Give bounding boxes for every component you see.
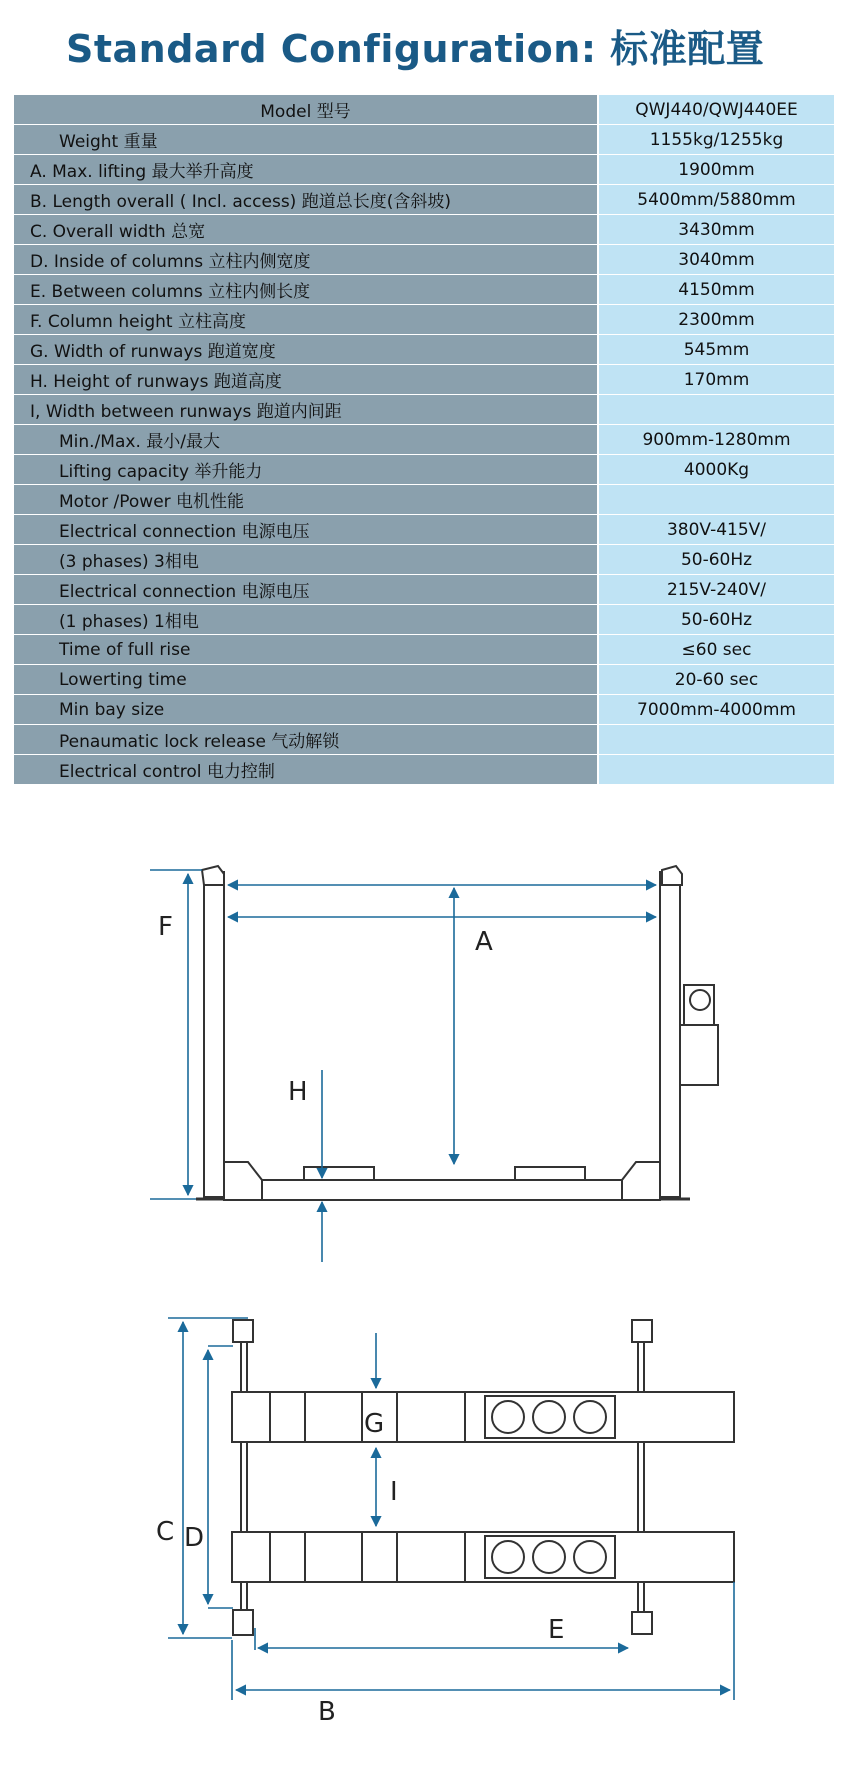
spec-value: 900mm-1280mm — [598, 425, 834, 455]
table-row — [14, 665, 834, 695]
spec-label: B. Length overall ( Incl. access) 跑道总长度(含斜坡) — [14, 185, 598, 215]
spec-value — [598, 755, 834, 785]
table-row — [14, 395, 834, 425]
spec-value: 215V-240V/ — [598, 575, 834, 605]
spec-label: Time of full rise — [14, 635, 598, 665]
label-e: E — [548, 1615, 565, 1645]
spec-label: Electrical connection 电源电压 — [14, 575, 598, 605]
spec-label: F. Column height 立柱高度 — [14, 305, 598, 335]
spec-label: (3 phases) 3相电 — [14, 545, 598, 575]
top-view-dimensions — [168, 1318, 734, 1700]
label-b: B — [318, 1697, 336, 1727]
table-row — [14, 515, 834, 545]
spec-label: Min bay size — [14, 695, 598, 725]
table-row — [14, 155, 834, 185]
side-view-lift — [196, 866, 718, 1200]
spec-label: (1 phases) 1相电 — [14, 605, 598, 635]
spec-value: 1155kg/1255kg — [598, 125, 834, 155]
spec-value: 20-60 sec — [598, 665, 834, 695]
table-header-row — [14, 95, 834, 125]
table-row — [14, 125, 834, 155]
spec-label: C. Overall width 总宽 — [14, 215, 598, 245]
spec-label: Electrical control 电力控制 — [14, 755, 598, 785]
spec-value — [598, 725, 834, 755]
label-i: I — [390, 1477, 398, 1507]
table-row — [14, 365, 834, 395]
top-view-lift — [232, 1320, 734, 1635]
spec-label: D. Inside of columns 立柱内侧宽度 — [14, 245, 598, 275]
spec-value: 170mm — [598, 365, 834, 395]
table-row — [14, 425, 834, 455]
top-view-diagram — [0, 1300, 846, 1760]
side-view-dimensions — [150, 870, 656, 1262]
spec-value: 380V-415V/ — [598, 515, 834, 545]
spec-value — [598, 395, 834, 425]
table-row — [14, 455, 834, 485]
table-row — [14, 485, 834, 515]
spec-label: H. Height of runways 跑道高度 — [14, 365, 598, 395]
spec-label: Lifting capacity 举升能力 — [14, 455, 598, 485]
table-row — [14, 725, 834, 755]
spec-label: Motor /Power 电机性能 — [14, 485, 598, 515]
spec-label: Lowerting time — [14, 665, 598, 695]
spec-value: 7000mm-4000mm — [598, 695, 834, 725]
table-row — [14, 215, 834, 245]
table-row — [14, 545, 834, 575]
spec-label: Weight 重量 — [14, 125, 598, 155]
label-a: A — [475, 927, 493, 957]
table-row — [14, 305, 834, 335]
spec-value: 1900mm — [598, 155, 834, 185]
label-h: H — [288, 1077, 308, 1107]
page-title: Standard Configuration: 标准配置 — [66, 27, 765, 71]
label-g: G — [364, 1409, 385, 1439]
spec-label: I, Width between runways 跑道内间距 — [14, 395, 598, 425]
spec-value: 2300mm — [598, 305, 834, 335]
table-row — [14, 635, 834, 665]
spec-value: ≤60 sec — [598, 635, 834, 665]
spec-value: 50-60Hz — [598, 545, 834, 575]
spec-value: 3040mm — [598, 245, 834, 275]
spec-value — [598, 485, 834, 515]
side-view-diagram — [0, 850, 846, 1270]
spec-table — [14, 95, 834, 785]
spec-value: 3430mm — [598, 215, 834, 245]
spec-label: Electrical connection 电源电压 — [14, 515, 598, 545]
table-row — [14, 335, 834, 365]
spec-label: Min./Max. 最小/最大 — [14, 425, 598, 455]
spec-value: 5400mm/5880mm — [598, 185, 834, 215]
table-row — [14, 245, 834, 275]
spec-label: E. Between columns 立柱内侧长度 — [14, 275, 598, 305]
table-row — [14, 275, 834, 305]
spec-value: 50-60Hz — [598, 605, 834, 635]
table-row — [14, 185, 834, 215]
label-f: F — [158, 912, 173, 942]
spec-label: A. Max. lifting 最大举升高度 — [14, 155, 598, 185]
table-row — [14, 605, 834, 635]
table-row — [14, 755, 834, 785]
spec-value: 4000Kg — [598, 455, 834, 485]
spec-label: Penaumatic lock release 气动解锁 — [14, 725, 598, 755]
label-c: C — [156, 1517, 175, 1547]
header-value: QWJ440/QWJ440EE — [598, 95, 834, 125]
spec-label: G. Width of runways 跑道宽度 — [14, 335, 598, 365]
spec-value: 545mm — [598, 335, 834, 365]
table-row — [14, 695, 834, 725]
spec-value: 4150mm — [598, 275, 834, 305]
label-d: D — [184, 1523, 205, 1553]
table-row — [14, 575, 834, 605]
header-label: Model 型号 — [14, 95, 598, 125]
